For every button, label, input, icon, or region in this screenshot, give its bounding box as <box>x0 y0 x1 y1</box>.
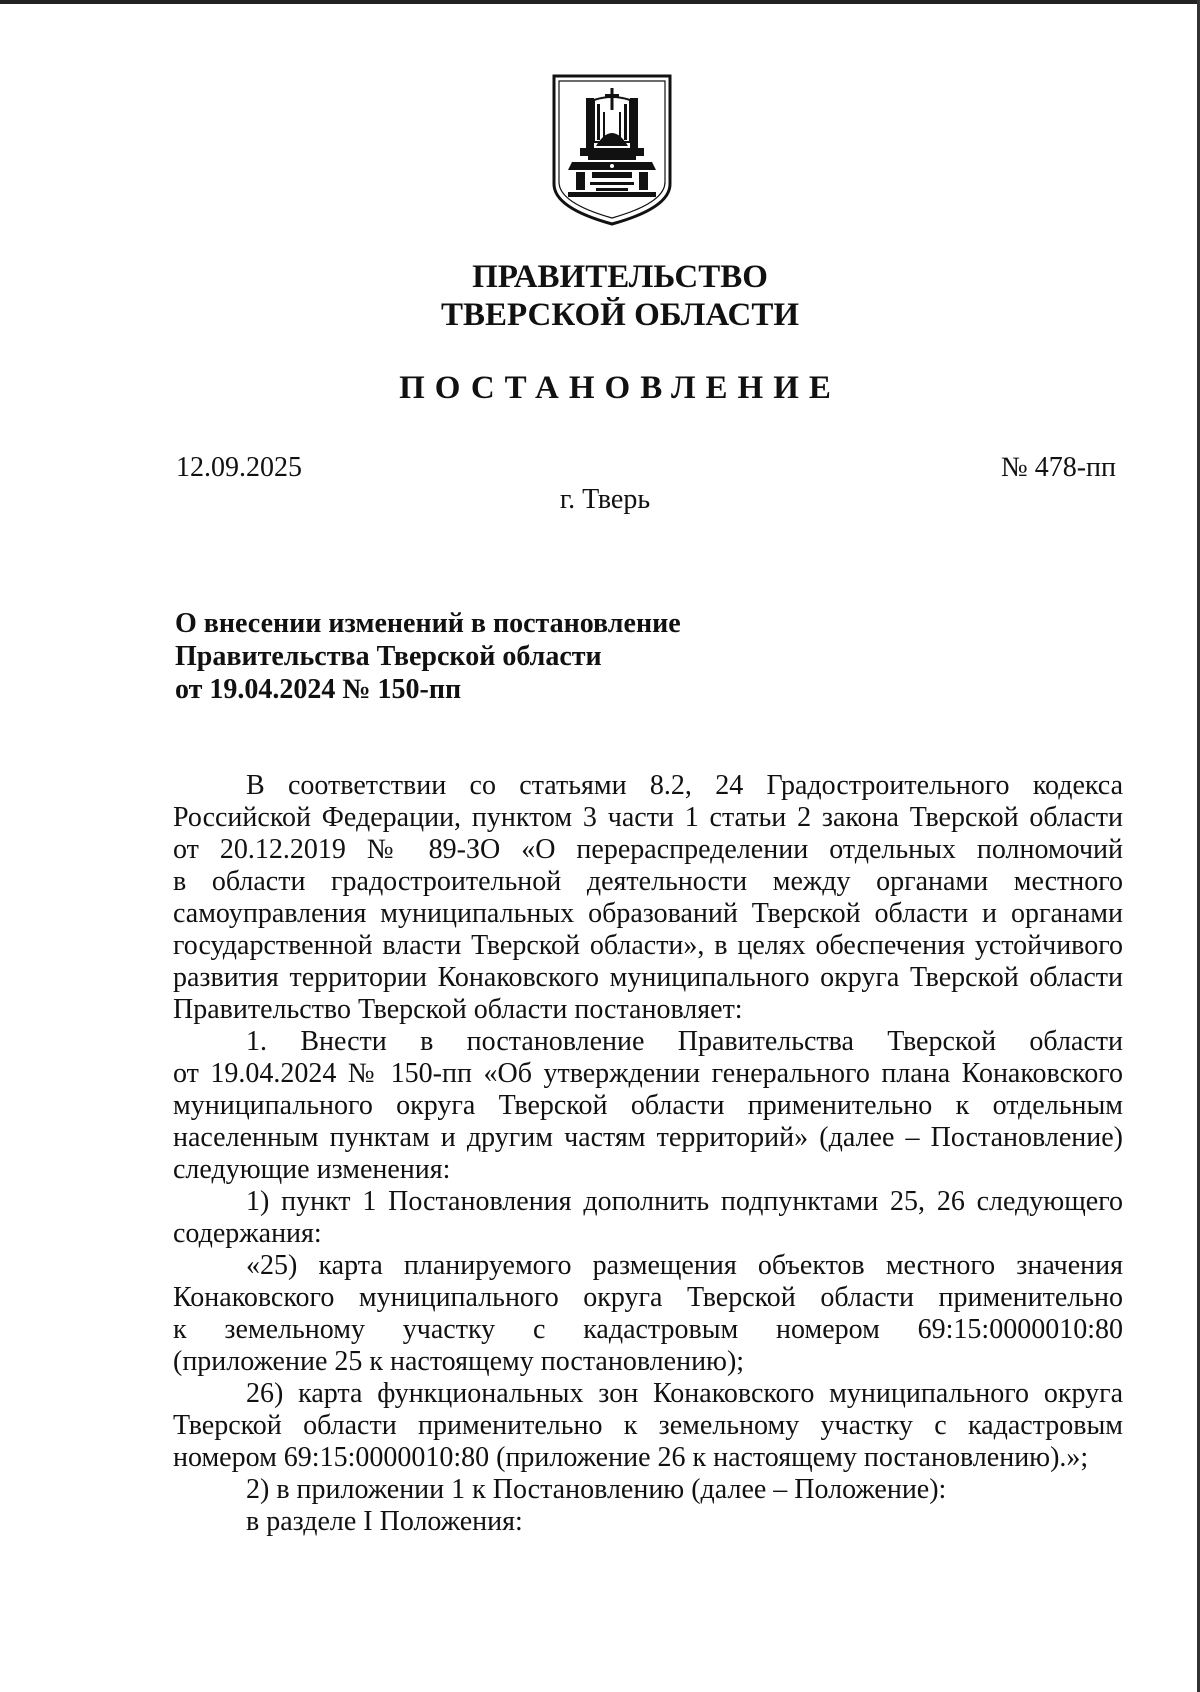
document-subject <box>175 607 681 706</box>
body-line: самоуправления муниципальных образований Тверской области и органами <box>173 898 1123 929</box>
document-date: 12.09.2025 <box>176 452 302 483</box>
government-title-line2: ТВЕРСКОЙ ОБЛАСТИ <box>440 297 800 333</box>
document-number: № 478-пп <box>1000 452 1116 483</box>
body-line: 1) пункт 1 Постановления дополнить подпунктами 25, 26 следующего <box>246 1186 1123 1217</box>
body-line: населенным пунктам и другим частям территорий» (далее – Постановление) <box>173 1122 1123 1153</box>
body-line: Российской Федерации, пунктом 3 части 1 статьи 2 закона Тверской области <box>173 802 1123 833</box>
body-line: номером 69:15:0000010:80 (приложение 26 к настоящему постановлению).»; <box>173 1442 1089 1473</box>
body-line: 1. Внести в постановление Правительства Тверской области <box>246 1026 1123 1057</box>
document-city: г. Тверь <box>559 484 651 515</box>
body-line: развития территории Конаковского муниципального округа Тверской области <box>173 962 1123 993</box>
body-line: (приложение 25 к настоящему постановлению); <box>173 1346 745 1377</box>
government-title-line1: ПРАВИТЕЛЬСТВО <box>472 259 768 295</box>
body-line: 2) в приложении 1 к Постановлению (далее – Положение): <box>246 1474 947 1505</box>
government-title <box>0 258 1200 334</box>
subject-line: от 19.04.2024 № 150-пп <box>175 674 462 705</box>
body-line: следующие изменения: <box>173 1154 451 1185</box>
tver-coat-of-arms-emblem <box>550 72 674 226</box>
body-line: к земельному участку с кадастровым номером 69:15:0000010:80 <box>173 1314 1123 1345</box>
body-line: в разделе I Положения: <box>246 1506 523 1537</box>
body-line: Тверской области применительно к земельному участку с кадастровым <box>173 1410 1123 1441</box>
body-line: В соответствии со статьями 8.2, 24 Градостроительного кодекса <box>246 770 1123 801</box>
subject-line: Правительства Тверской области <box>175 641 602 672</box>
body-line: содержания: <box>173 1218 322 1249</box>
body-line: Конаковского муниципального округа Тверской области применительно <box>173 1282 1123 1313</box>
body-line: в области градостроительной деятельности между органами местного <box>173 866 1123 897</box>
body-line: муниципального округа Тверской области применительно к отдельным <box>173 1090 1123 1121</box>
subject-line: О внесении изменений в постановление <box>175 608 681 639</box>
body-line: «25) карта планируемого размещения объектов местного значения <box>246 1250 1123 1281</box>
body-line: 26) карта функциональных зон Конаковского муниципального округа <box>246 1378 1123 1409</box>
body-line: от 20.12.2019 № 89-ЗО «О перераспределении отдельных полномочий <box>173 834 1123 865</box>
body-line: государственной власти Тверской области», в целях обеспечения устойчивого <box>173 930 1123 961</box>
body-line: от 19.04.2024 № 150-пп «Об утверждении генерального плана Конаковского <box>173 1058 1123 1089</box>
body-line: Правительство Тверской области постановляет: <box>173 994 743 1025</box>
document-type: ПОСТАНОВЛЕНИЕ <box>399 370 841 406</box>
scan-edge-top <box>0 0 1200 4</box>
document-body <box>173 770 1123 1538</box>
